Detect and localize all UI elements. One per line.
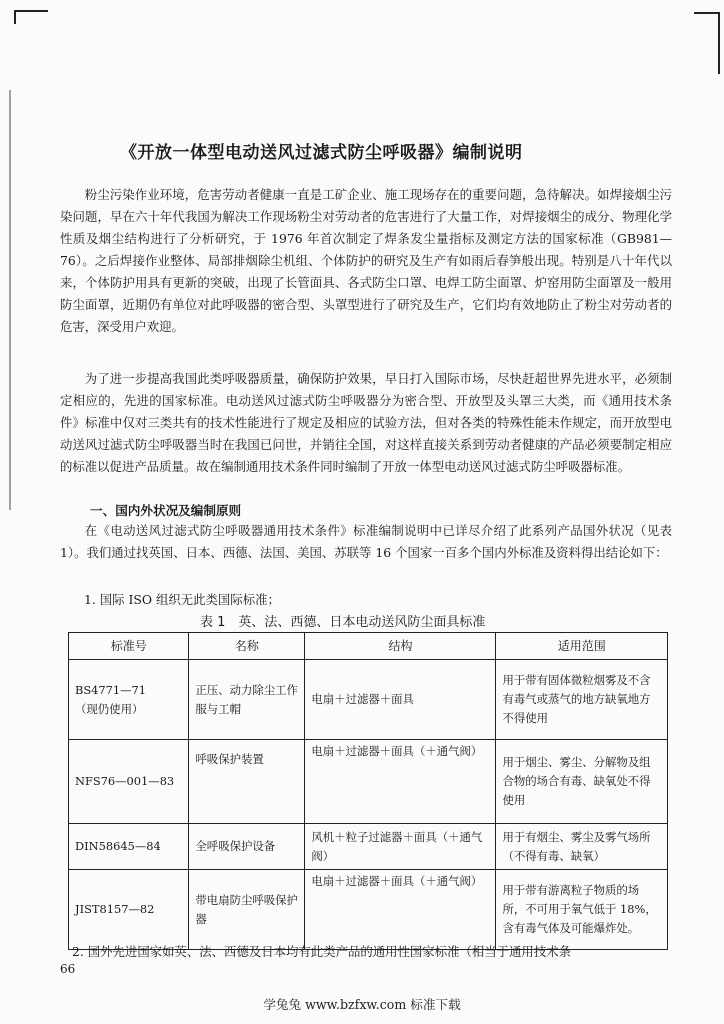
intro-paragraph: 粉尘污染作业环境，危害劳动者健康一直是工矿企业、施工现场存在的重要问题，急待解决。如焊接烟尘污染问题，早在六十年代我国为解决工作现场粉尘对劳动者的危害进行了大量工作，对焊接烟尘的成分、物理化学性质及烟尘结构进行了分析研究，于 1976 年首次制定了焊条发尘量指标及测定方法的国家标准（GB981—76）。之后焊接作业整体、局部排烟除尘机组、个体防护的研究及生产有如雨后春笋般出现。特别是八十年代以来，个体防护用具有更新的突破，出现了长管面具、各式防尘口罩、电焊工防尘面罩、炉窑用防尘面罩及一般用防尘面罩，近期仍有单位对此呼吸器的密合型、头罩型进行了研究及生产，它们均有效地防止了粉尘对劳动者的危害，深受用户欢迎。: [60, 187, 672, 334]
cell-name: 全呼吸保护设备: [189, 824, 305, 870]
cell-structure: 电扇＋过滤器＋面具（＋通气阀）: [305, 870, 496, 950]
document-title: 《开放一体型电动送风过滤式防尘呼吸器》编制说明: [120, 143, 523, 163]
header-name: 名称: [189, 633, 305, 660]
cell-code: NFS76—001—83: [69, 740, 189, 824]
site-footer: 学兔兔 www.bzfxw.com 标准下载: [263, 997, 461, 1012]
cell-code: DIN58645—84: [69, 824, 189, 870]
header-scope: 适用范围: [496, 633, 668, 660]
section-paragraph: 在《电动送风过滤式防尘呼吸器通用技术条件》标准编制说明中已详尽介绍了此系列产品国外状况（见表 1）。我们通过找英国、日本、西德、法国、美国、苏联等 16 个国家一百多个国内外标准及资料得出结论如下：: [60, 523, 672, 560]
table-row: [69, 740, 668, 824]
cell-name: 呼吸保护装置: [189, 740, 305, 824]
cell-scope: 用于烟尘、雾尘、分解物及组合物的场合有毒、缺氧处不得使用: [496, 740, 668, 824]
table-header-row: [69, 633, 668, 660]
cell-code: JIST8157—82: [69, 870, 189, 950]
page-number: 66: [60, 962, 76, 976]
cell-scope: 用于有烟尘、雾尘及雾气场所（不得有毒、缺氧）: [496, 824, 668, 870]
crop-mark: [14, 10, 48, 12]
cell-name: 带电扇防尘呼吸保护器: [189, 870, 305, 950]
table-row: [69, 660, 668, 740]
cell-structure: 电扇＋过滤器＋面具: [305, 660, 496, 740]
conclusion-item-2: 2. 国外先进国家如英、法、西德及日本均有此类产品的通用性国家标准（相当于通用技术条: [72, 944, 571, 959]
cell-scope: 用于带有固体微粒烟雾及不含有毒气或蒸气的地方缺氧地方不得使用: [496, 660, 668, 740]
table-caption: 表 1 英、法、西德、日本电动送风防尘面具标准: [200, 615, 486, 630]
conclusion-item-1: 1. 国际 ISO 组织无此类国际标准；: [84, 592, 280, 607]
table-row: [69, 824, 668, 870]
scan-edge-line: [9, 90, 11, 510]
standards-table: [68, 632, 668, 950]
header-code: 标准号: [69, 633, 189, 660]
cell-scope: 用于带有游离粒子物质的场所，不可用于氧气低于 18%，含有毒气体及可能爆炸处。: [496, 870, 668, 950]
section-heading: 一、国内外状况及编制原则: [90, 503, 242, 518]
table-row: [69, 870, 668, 950]
purpose-paragraph: 为了进一步提高我国此类呼吸器质量，确保防护效果，早日打入国际市场，尽快赶超世界先进水平，必须制定相应的，先进的国家标准。电动送风过滤式防尘呼吸器分为密合型、开放型及头罩三大类，而《通用技术条件》标准中仅对三类共有的技术性能进行了规定及相应的试验方法，但对各类的特殊性能未作规定，而开放型电动送风过滤式防尘呼吸器当时在我国已问世，并销往全国，对这样直接关系到劳动者健康的产品必须要制定相应的标准以促进产品质量。故在编制通用技术条件同时编制了开放一体型电动送风过滤式防尘呼吸器标准。: [60, 371, 672, 474]
crop-mark: [14, 10, 16, 24]
crop-mark: [694, 12, 720, 14]
cell-code: BS4771—71 （现仍使用）: [69, 660, 189, 740]
cell-structure: 风机＋粒子过滤器＋面具（＋通气阀）: [305, 824, 496, 870]
cell-structure: 电扇＋过滤器＋面具（＋通气阀）: [305, 740, 496, 824]
cell-name: 正压、动力除尘工作服与工帽: [189, 660, 305, 740]
crop-mark: [718, 14, 720, 74]
header-structure: 结构: [305, 633, 496, 660]
